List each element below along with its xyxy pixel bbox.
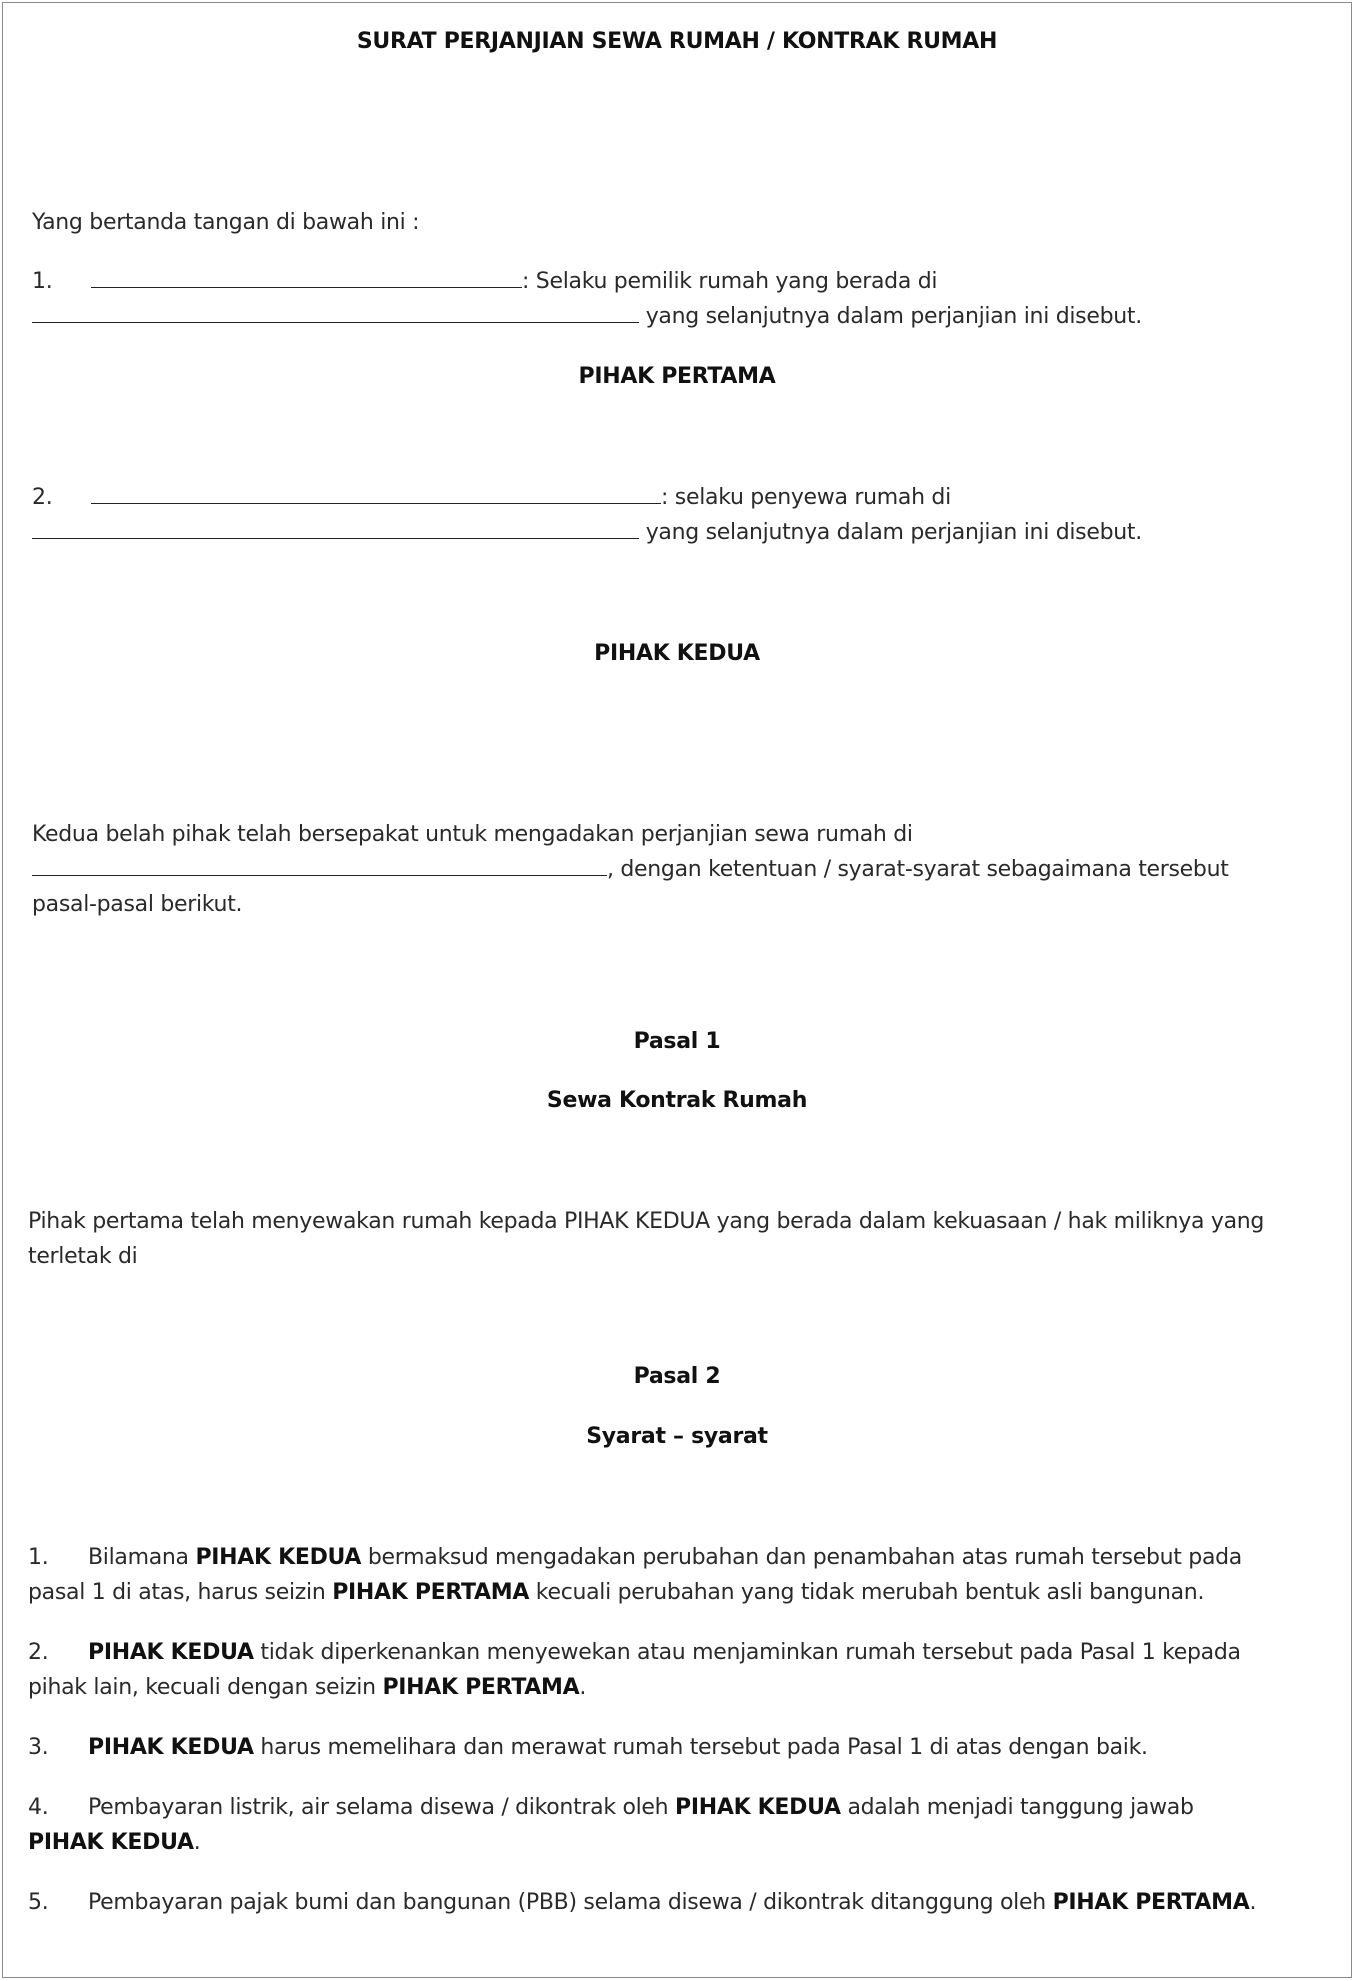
party1-heading: PIHAK PERTAMA	[578, 364, 776, 389]
pasal1-line2: terletak di	[28, 1244, 138, 1269]
term2-text-e: .	[579, 1675, 587, 1700]
term1-line2	[28, 1579, 1204, 1607]
term2-bold-party: PIHAK KEDUA	[88, 1640, 254, 1665]
party2-line2	[32, 519, 1142, 547]
agreement-line2-text: , dengan ketentuan / syarat-syarat sebagaimana tersebut	[607, 857, 1229, 882]
term3-number: 3.	[28, 1735, 49, 1760]
term3-line1	[28, 1734, 1148, 1762]
party2-heading: PIHAK KEDUA	[594, 641, 760, 666]
intro-text: Yang bertanda tangan di bawah ini :	[32, 210, 420, 235]
party2-role-text: : selaku penyewa rumah di	[661, 485, 951, 510]
term1-bold-party2: PIHAK PERTAMA	[332, 1580, 530, 1605]
term4-line2	[28, 1829, 200, 1857]
term2-number: 2.	[28, 1640, 49, 1665]
term3-text-a: harus memelihara dan merawat rumah tersebut pada Pasal 1 di atas dengan baik.	[260, 1735, 1148, 1760]
pasal2-number: Pasal 2	[633, 1364, 721, 1389]
party2-line1	[32, 484, 951, 512]
term2-text-d: pihak lain, kecuali dengan seizin	[28, 1675, 376, 1700]
party1-line1	[32, 268, 937, 296]
document-title: SURAT PERJANJIAN SEWA RUMAH / KONTRAK RUMAH	[356, 29, 998, 54]
term5-text-a: Pembayaran pajak bumi dan bangunan (PBB) selama disewa / dikontrak ditanggung oleh	[88, 1890, 1046, 1915]
term3-bold-party: PIHAK KEDUA	[88, 1735, 254, 1760]
term1-line1	[28, 1544, 1242, 1572]
term4-number: 4.	[28, 1795, 49, 1820]
term4-text-e: .	[193, 1830, 201, 1855]
term4-bold-party2: PIHAK KEDUA	[28, 1830, 194, 1855]
party1-number: 1.	[32, 269, 53, 294]
term2-text-a: tidak diperkenankan menyewekan atau menjaminkan rumah tersebut pada Pasal 1 kepada	[260, 1640, 1241, 1665]
term1-number: 1.	[28, 1545, 49, 1570]
term1-text-e: kecuali perubahan yang tidak merubah bentuk asli bangunan.	[535, 1580, 1205, 1605]
pasal1-title: Sewa Kontrak Rumah	[546, 1088, 808, 1113]
term4-line1	[28, 1794, 1194, 1822]
term4-text-c: adalah menjadi tanggung jawab	[847, 1795, 1194, 1820]
agreement-line2	[32, 856, 1229, 884]
party2-number: 2.	[32, 485, 53, 510]
term2-bold-party2: PIHAK PERTAMA	[382, 1675, 580, 1700]
agreement-line1: Kedua belah pihak telah bersepakat untuk mengadakan perjanjian sewa rumah di	[32, 822, 913, 847]
term5-text-e: .	[1249, 1890, 1257, 1915]
party1-line2	[32, 303, 1142, 331]
term1-bold-party: PIHAK KEDUA	[195, 1545, 362, 1570]
party1-name-blank	[91, 268, 522, 288]
term1-text-a: Bilamana	[88, 1545, 189, 1570]
term1-text-c: bermaksud mengadakan perubahan dan penambahan atas rumah tersebut pada	[367, 1545, 1242, 1570]
agreement-location-blank	[32, 856, 607, 876]
pasal1-number: Pasal 1	[633, 1029, 721, 1054]
agreement-line3: pasal-pasal berikut.	[32, 892, 243, 917]
party1-address-blank	[32, 303, 639, 323]
term5-number: 5.	[28, 1890, 49, 1915]
term5-bold-party: PIHAK PERTAMA	[1052, 1890, 1250, 1915]
term4-bold-party: PIHAK KEDUA	[675, 1795, 841, 1820]
party1-role-text: : Selaku pemilik rumah yang berada di	[522, 269, 938, 294]
party2-suffix-text: yang selanjutnya dalam perjanjian ini disebut.	[645, 520, 1142, 545]
party2-name-blank	[91, 484, 661, 504]
pasal1-line1: Pihak pertama telah menyewakan rumah kepada PIHAK KEDUA yang berada dalam kekuasaan / hak miliknya yang	[28, 1209, 1265, 1234]
term4-text-a: Pembayaran listrik, air selama disewa / dikontrak oleh	[88, 1795, 669, 1820]
pasal2-title: Syarat – syarat	[586, 1424, 768, 1449]
term1-text-d: pasal 1 di atas, harus seizin	[28, 1580, 326, 1605]
party1-suffix-text: yang selanjutnya dalam perjanjian ini disebut.	[645, 304, 1142, 329]
term5-line1	[28, 1889, 1256, 1917]
document-page	[2, 2, 1352, 1978]
term2-line2	[28, 1674, 586, 1702]
party2-address-blank	[32, 519, 639, 539]
term2-line1	[28, 1639, 1241, 1667]
